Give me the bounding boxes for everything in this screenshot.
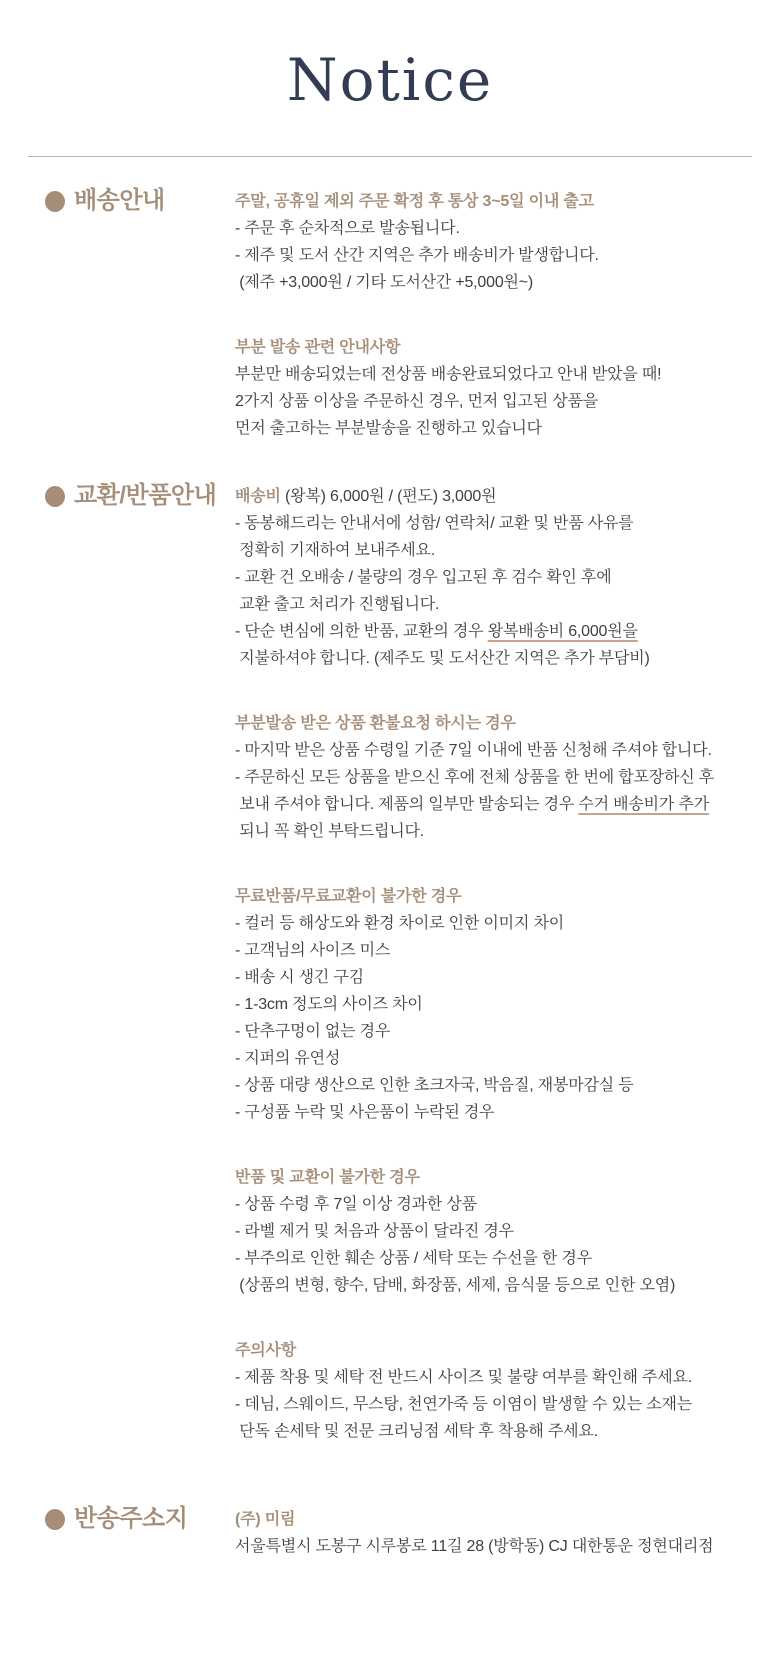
text-segment: - 1-3cm 정도의 사이즈 차이	[235, 996, 423, 1013]
text-segment: - 동봉해드리는 안내서에 성함/ 연락처/ 교환 및 반품 사유를	[235, 515, 634, 532]
text-line	[235, 361, 750, 388]
text-line	[235, 215, 750, 242]
text-segment: - 지퍼의 유연성	[235, 1050, 341, 1067]
content-block	[235, 1164, 750, 1299]
text-line	[235, 618, 750, 645]
block-heading	[235, 334, 750, 361]
section-label-shipping-info	[45, 187, 235, 215]
text-line	[235, 1418, 750, 1445]
block-heading-text: (주) 미림	[235, 1511, 296, 1528]
text-segment: - 교환 건 오배송 / 불량의 경우 입고된 후 검수 확인 후에	[235, 569, 612, 586]
block-heading-text: 무료반품/무료교환이 불가한 경우	[235, 888, 462, 905]
block-heading-text: 부분 발송 관련 안내사항	[235, 339, 401, 356]
text-segment: 되니 꼭 확인 부탁드립니다.	[235, 823, 425, 840]
section-label-exchange-return-info	[45, 482, 235, 510]
text-line	[235, 1245, 750, 1272]
bullet-icon	[45, 1509, 65, 1530]
text-line	[235, 791, 750, 818]
text-line	[235, 1391, 750, 1418]
text-line	[235, 910, 750, 937]
section-content-shipping-info	[235, 187, 750, 442]
text-line	[235, 1018, 750, 1045]
text-segment: - 고객님의 사이즈 미스	[235, 942, 391, 959]
text-line	[235, 1364, 750, 1391]
section-label-return-address	[45, 1505, 235, 1533]
text-line	[235, 764, 750, 791]
text-line	[235, 964, 750, 991]
section-shipping-info	[45, 187, 750, 442]
text-line	[235, 242, 750, 269]
text-segment: 서울특별시 도봉구 시루봉로 11길 28 (방학동) CJ 대한통운 정현대리점	[235, 1538, 714, 1555]
text-segment: - 배송 시 생긴 구김	[235, 969, 364, 986]
text-line	[235, 510, 750, 537]
block-heading	[235, 710, 750, 737]
section-content-return-address	[235, 1505, 750, 1560]
text-segment: 부분만 배송되었는데 전상품 배송완료되었다고 안내 받았을 때!	[235, 366, 662, 383]
text-line	[235, 269, 750, 296]
text-line	[235, 645, 750, 672]
content-block	[235, 483, 750, 672]
text-segment: 보내 주셔야 합니다. 제품의 일부만 발송되는 경우	[235, 796, 579, 813]
bullet-icon	[45, 486, 65, 507]
text-line	[235, 1045, 750, 1072]
text-segment: 정확히 기재하여 보내주세요.	[235, 542, 436, 559]
block-heading-text: 주의사항	[235, 1342, 297, 1359]
page-title: Notice	[286, 46, 494, 114]
content-block	[235, 710, 750, 845]
text-segment: - 마지막 받은 상품 수령일 기준 7일 이내에 반품 신청해 주셔야 합니다.	[235, 742, 712, 759]
bullet-icon	[45, 191, 65, 212]
content-block	[235, 334, 750, 442]
text-line	[235, 1218, 750, 1245]
text-segment: - 컬러 등 해상도와 환경 차이로 인한 이미지 차이	[235, 915, 564, 932]
section-content-exchange-return-info	[235, 482, 750, 1445]
section-label-text: 반송주소지	[74, 1505, 188, 1532]
text-segment: - 단추구멍이 없는 경우	[235, 1023, 391, 1040]
text-line	[235, 1099, 750, 1126]
text-segment: - 주문하신 모든 상품을 받으신 후에 전체 상품을 한 번에 합포장하신 후	[235, 769, 714, 786]
content-block	[235, 883, 750, 1126]
text-segment: - 주문 후 순차적으로 발송됩니다.	[235, 220, 460, 237]
text-segment: (상품의 변형, 향수, 담배, 화장품, 세제, 음식물 등으로 인한 오염)	[235, 1277, 676, 1294]
text-segment: (제주 +3,000원 / 기타 도서산간 +5,000원~)	[235, 274, 534, 291]
block-heading	[235, 1506, 750, 1533]
text-segment: - 상품 수령 후 7일 이상 경과한 상품	[235, 1196, 477, 1213]
section-label-text: 배송안내	[74, 187, 165, 214]
section-return-address	[45, 1505, 750, 1560]
text-line	[235, 937, 750, 964]
sections-container	[0, 157, 780, 1560]
text-segment-underlined: 왕복배송비 6,000원을	[487, 623, 638, 640]
text-line	[235, 737, 750, 764]
block-heading	[235, 1337, 750, 1364]
text-segment: 지불하셔야 합니다. (제주도 및 도서산간 지역은 추가 부담비)	[235, 650, 650, 667]
content-block	[235, 1337, 750, 1445]
block-heading-text: 배송비	[235, 488, 281, 505]
section-exchange-return-info	[45, 482, 750, 1445]
text-segment-underlined: 수거 배송비가 추가	[578, 796, 709, 813]
block-heading	[235, 1164, 750, 1191]
block-heading-text: 반품 및 교환이 불가한 경우	[235, 1169, 420, 1186]
text-segment: - 라벨 제거 및 처음과 상품이 달라진 경우	[235, 1223, 514, 1240]
block-heading	[235, 188, 750, 215]
text-segment: - 제품 착용 및 세탁 전 반드시 사이즈 및 불량 여부를 확인해 주세요.	[235, 1369, 692, 1386]
text-line	[235, 415, 750, 442]
text-line	[235, 1272, 750, 1299]
block-heading	[235, 483, 750, 510]
content-block	[235, 1506, 750, 1560]
text-line	[235, 991, 750, 1018]
text-segment: 먼저 출고하는 부분발송을 진행하고 있습니다	[235, 420, 542, 437]
block-heading-text: 주말, 공휴일 제외 주문 확정 후 통상 3~5일 이내 출고	[235, 193, 594, 210]
text-line	[235, 537, 750, 564]
text-line	[235, 1533, 750, 1560]
text-line	[235, 818, 750, 845]
text-segment: 단독 손세탁 및 전문 크리닝점 세탁 후 착용해 주세요.	[235, 1423, 598, 1440]
block-heading-text: 부분발송 받은 상품 환불요청 하시는 경우	[235, 715, 516, 732]
text-line	[235, 564, 750, 591]
text-segment: 2가지 상품 이상을 주문하신 경우, 먼저 입고된 상품을	[235, 393, 599, 410]
text-line	[235, 1191, 750, 1218]
text-segment: - 데님, 스웨이드, 무스탕, 천연가죽 등 이염이 발생할 수 있는 소재는	[235, 1396, 692, 1413]
text-segment: - 구성품 누락 및 사은품이 누락된 경우	[235, 1104, 495, 1121]
text-line	[235, 1072, 750, 1099]
content-block	[235, 188, 750, 296]
text-line	[235, 388, 750, 415]
text-segment: 교환 출고 처리가 진행됩니다.	[235, 596, 440, 613]
text-segment: - 부주의로 인한 훼손 상품 / 세탁 또는 수선을 한 경우	[235, 1250, 592, 1267]
text-line	[235, 591, 750, 618]
block-heading	[235, 883, 750, 910]
text-segment: - 상품 대량 생산으로 인한 초크자국, 박음질, 재봉마감실 등	[235, 1077, 634, 1094]
block-heading-rest: (왕복) 6,000원 / (편도) 3,000원	[280, 488, 497, 505]
text-segment: - 제주 및 도서 산간 지역은 추가 배송비가 발생합니다.	[235, 247, 599, 264]
text-segment: - 단순 변심에 의한 반품, 교환의 경우	[235, 623, 488, 640]
section-label-text: 교환/반품안내	[74, 482, 217, 509]
